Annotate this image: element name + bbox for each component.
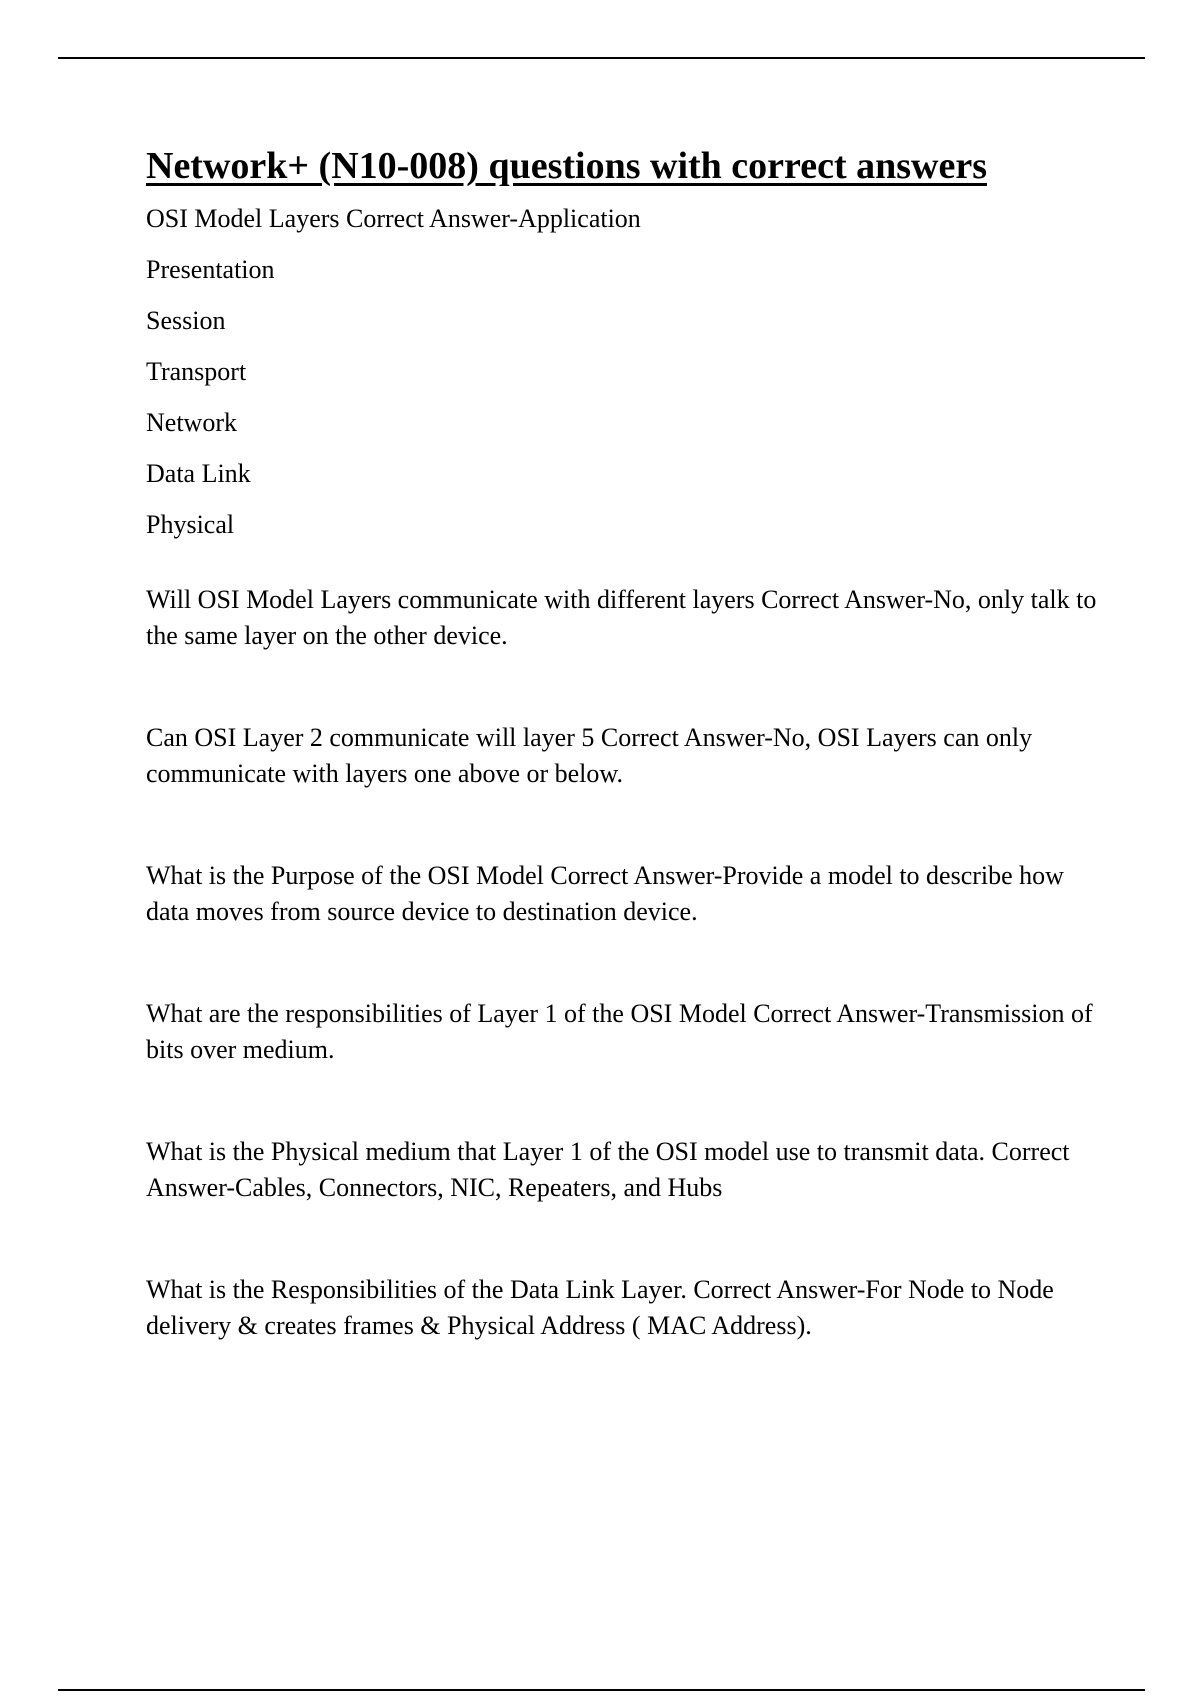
layer-item-presentation: Presentation: [146, 255, 275, 284]
header-rule: [58, 57, 1145, 59]
qa-paragraph: What is the Physical medium that Layer 1 of the OSI model use to transmit data. Correct Answer-Cables, Connectors, NIC, Repeaters, and Hubs: [146, 1137, 1070, 1202]
qa-paragraph: Will OSI Model Layers communicate with different layers Correct Answer-No, only talk to the same layer on the other device.: [146, 585, 1097, 650]
layer-item-physical: Physical: [146, 510, 235, 539]
layer-item-network: Network: [146, 408, 237, 437]
page-title: Network+ (N10-008) questions with correct answers: [146, 145, 987, 187]
qa-paragraph: Can OSI Layer 2 communicate will layer 5 Correct Answer-No, OSI Layers can only communicate with layers one above or below.: [146, 723, 1033, 788]
footer-rule: [58, 1689, 1145, 1691]
qa-list: [146, 582, 1106, 1344]
layer-item-data-link: Data Link: [146, 459, 251, 488]
layer-item-session: Session: [146, 306, 226, 335]
qa-paragraph: What are the responsibilities of Layer 1 of the OSI Model Correct Answer-Transmission of bits over medium.: [146, 999, 1093, 1064]
layer-item-transport: Transport: [146, 357, 247, 386]
layer-item-application: OSI Model Layers Correct Answer-Application: [146, 204, 641, 233]
qa-paragraph: What is the Purpose of the OSI Model Correct Answer-Provide a model to describe how data moves from source device to destination device.: [146, 861, 1064, 926]
osi-layers-list: [146, 204, 1106, 540]
qa-paragraph: What is the Responsibilities of the Data Link Layer. Correct Answer-For Node to Node delivery & creates frames & Physical Address ( MAC Address).: [146, 1275, 1054, 1340]
page-content: [146, 136, 1106, 1410]
